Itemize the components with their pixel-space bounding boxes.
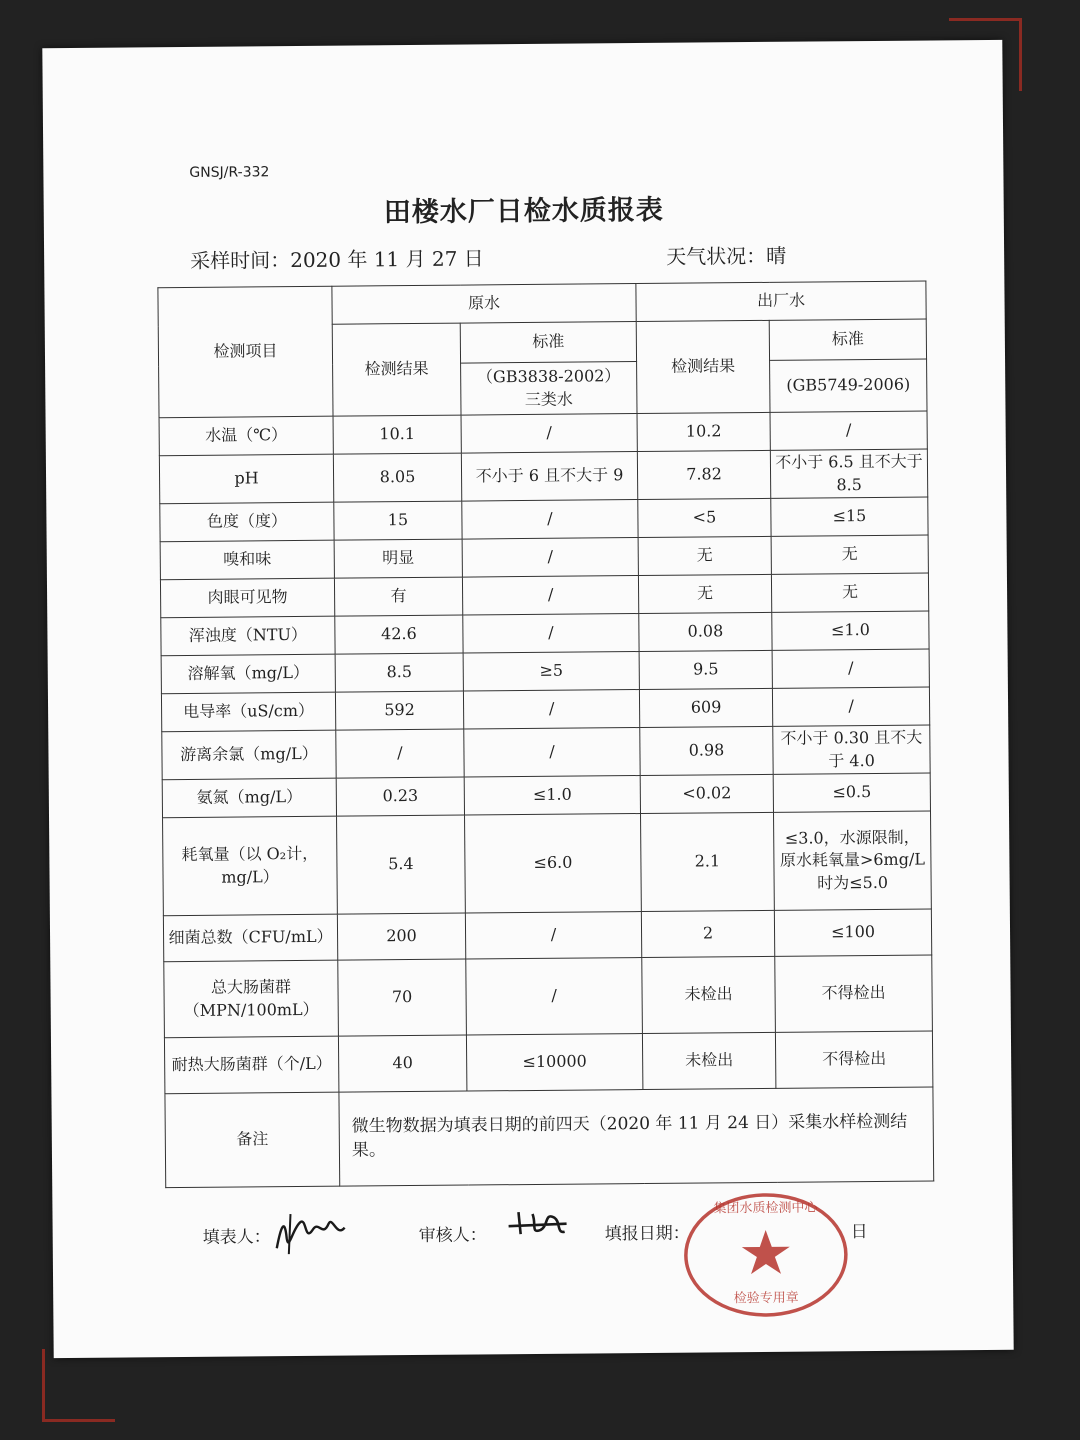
row-item: 嗅和味	[160, 540, 334, 580]
raw-std-class: 三类水	[524, 389, 573, 409]
raw-std-code: （GB3838-2002）	[476, 366, 621, 387]
row-out-standard: /	[772, 687, 929, 726]
row-item: 总大肠菌群（MPN/100mL）	[164, 960, 339, 1038]
row-item: 耐热大肠菌群（个/L）	[164, 1036, 338, 1094]
row-out-result: 0.08	[639, 612, 772, 651]
svg-text:检验专用章: 检验专用章	[733, 1290, 799, 1307]
row-out-result: <5	[638, 498, 771, 537]
row-out-result: 无	[638, 536, 771, 575]
paper-sheet	[42, 40, 1013, 1358]
row-out-standard: 无	[771, 573, 928, 612]
row-out-result: 7.82	[637, 450, 770, 499]
row-out-standard: 不小于 0.30 且不大于 4.0	[773, 725, 930, 774]
row-item: 肉眼可见物	[160, 578, 334, 618]
table-row	[160, 497, 928, 542]
row-out-result: 9.5	[639, 650, 772, 689]
row-item: 浑浊度（NTU）	[161, 616, 335, 656]
row-out-result: 2.1	[641, 812, 775, 911]
row-raw-standard: /	[464, 728, 640, 778]
row-raw-standard: /	[461, 414, 637, 454]
table-row	[160, 535, 928, 580]
row-out-result: 609	[639, 688, 772, 727]
remark-text: 微生物数据为填表日期的前四天（2020 年 11 月 24 日）采集水样检测结果。	[339, 1087, 934, 1186]
row-item: 细菌总数（CFU/mL）	[163, 914, 337, 962]
table-row	[162, 725, 930, 780]
row-item: pH	[159, 454, 333, 504]
row-raw-result: 10.1	[333, 415, 461, 454]
header-out-std-code: (GB5749-2006)	[770, 359, 927, 412]
row-raw-standard: ≤6.0	[465, 814, 642, 914]
svg-text:集团水质检测中心: 集团水质检测中心	[713, 1200, 818, 1217]
row-raw-standard: ≥5	[463, 652, 639, 692]
row-out-standard: 不得检出	[775, 1031, 932, 1088]
row-raw-standard: ≤1.0	[464, 776, 640, 816]
header-raw-standard: 标准	[460, 322, 636, 364]
row-raw-result: 42.6	[335, 615, 463, 654]
table-row	[161, 611, 929, 656]
row-raw-result: 40	[338, 1035, 466, 1092]
row-raw-standard: /	[462, 576, 638, 616]
row-raw-standard: 不小于 6 且不大于 9	[461, 452, 637, 502]
row-raw-result: 5.4	[337, 815, 466, 914]
row-raw-result: 70	[338, 959, 467, 1036]
row-raw-result: 15	[334, 501, 462, 540]
row-out-standard: 无	[771, 535, 928, 574]
row-out-standard: /	[772, 649, 929, 688]
header-raw-result: 检测结果	[332, 323, 461, 416]
row-raw-standard: /	[463, 690, 639, 730]
filler-label: 填表人：	[202, 1227, 271, 1248]
header-raw-water: 原水	[332, 284, 636, 325]
row-item: 氨氮（mg/L）	[162, 778, 336, 818]
row-raw-result: 有	[334, 577, 462, 616]
row-out-standard: ≤3.0，水源限制，原水耗氧量>6mg/L 时为≤5.0	[774, 811, 932, 910]
official-seal	[680, 1189, 851, 1320]
row-raw-standard: ≤10000	[466, 1034, 642, 1092]
row-out-standard: ≤15	[771, 497, 928, 536]
row-out-result: 2	[641, 910, 774, 957]
header-item: 检测项目	[158, 286, 333, 418]
table-row	[159, 449, 927, 504]
row-raw-result: 8.5	[335, 653, 463, 692]
remark-row	[165, 1087, 934, 1188]
row-item: 色度（度）	[160, 502, 334, 542]
row-raw-result: 明显	[334, 539, 462, 578]
weather: 天气状况：晴	[666, 243, 787, 269]
table-row	[163, 909, 931, 962]
filler-signature	[270, 1208, 350, 1257]
table-row	[164, 955, 933, 1038]
table-row	[161, 687, 929, 732]
row-raw-standard: /	[466, 958, 643, 1036]
table-row	[164, 1031, 932, 1094]
table-row	[163, 811, 932, 916]
row-raw-result: /	[336, 729, 464, 778]
row-out-result: 未检出	[642, 956, 776, 1033]
table-row	[159, 411, 927, 456]
row-item: 水温（℃）	[159, 416, 333, 456]
row-raw-standard: /	[462, 538, 638, 578]
row-raw-result: 8.05	[333, 453, 461, 502]
document-title: 田楼水厂日检水质报表	[383, 194, 664, 229]
header-raw-std-code	[461, 362, 637, 416]
row-item: 电导率（uS/cm）	[161, 692, 335, 732]
row-raw-standard: /	[465, 912, 641, 960]
row-item: 游离余氯（mg/L）	[162, 730, 336, 780]
row-out-standard: /	[770, 411, 927, 450]
header-out-water: 出厂水	[636, 281, 926, 322]
document-code: GNSJ/R-332	[189, 164, 270, 181]
row-out-standard: ≤0.5	[773, 773, 930, 812]
row-raw-standard: /	[462, 500, 638, 540]
row-raw-result: 592	[335, 691, 463, 730]
row-out-standard: ≤1.0	[772, 611, 929, 650]
row-raw-result: 200	[337, 913, 465, 960]
table-row	[160, 573, 928, 618]
remark-label: 备注	[165, 1092, 340, 1188]
row-out-result: 未检出	[642, 1032, 775, 1089]
reviewer-label: 审核人：	[418, 1225, 487, 1246]
row-out-standard: 不得检出	[775, 955, 933, 1032]
row-out-standard: 不小于 6.5 且不大于 8.5	[770, 449, 927, 498]
row-out-result: 无	[638, 574, 771, 613]
row-out-result: 10.2	[637, 412, 770, 451]
table-row	[162, 773, 930, 818]
row-raw-result: 0.23	[336, 777, 464, 816]
row-item: 溶解氧（mg/L）	[161, 654, 335, 694]
row-raw-standard: /	[463, 614, 639, 654]
sampling-time: 采样时间：2020 年 11 月 27 日	[190, 246, 484, 273]
table-row	[161, 649, 929, 694]
header-out-standard: 标准	[769, 319, 926, 360]
reviewer-signature	[504, 1204, 574, 1241]
row-out-result: 0.98	[640, 726, 773, 775]
row-item: 耗氧量（以 O₂计，mg/L）	[163, 816, 338, 916]
frame-corner-bottom-left	[42, 1349, 115, 1422]
date-day-char: 日	[850, 1222, 868, 1243]
row-out-standard: ≤100	[774, 909, 931, 956]
row-out-result: <0.02	[640, 774, 773, 813]
water-quality-table	[157, 281, 934, 1189]
header-out-result: 检测结果	[636, 320, 770, 413]
date-label: 填报日期：	[604, 1223, 690, 1245]
